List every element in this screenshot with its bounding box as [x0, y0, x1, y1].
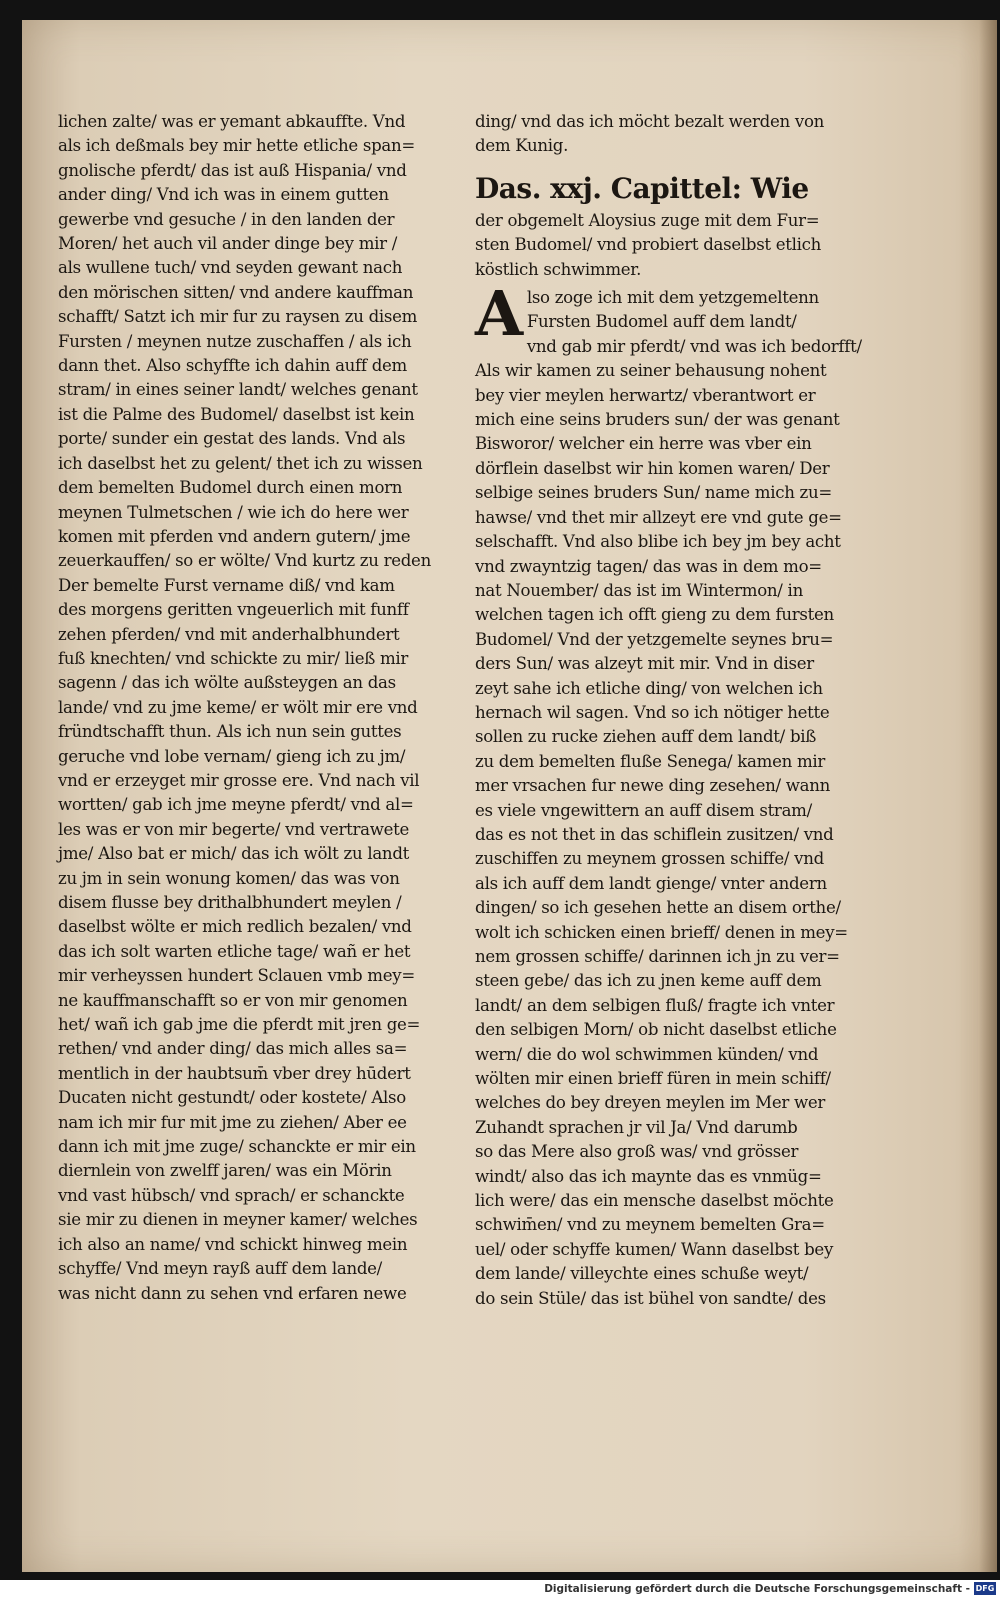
text-line: dem lande/ villeychte eines schuße weyt/ — [475, 1264, 809, 1284]
text-line: schwim̄en/ vnd zu meynem bemelten Gra= — [475, 1215, 825, 1235]
text-line: uel/ oder schyffe kumen/ Wann daselbst bey — [475, 1239, 834, 1259]
text-line: nem grossen schiffe/ darinnen ich jn zu ver= — [475, 947, 840, 966]
text-line: selschafft. Vnd also blibe ich bey jm bey acht — [475, 532, 841, 552]
text-line: dann thet. Also schyffte ich dahin auff dem — [58, 356, 407, 376]
text-line: windt/ also das ich maynte das es vnmüg= — [475, 1166, 822, 1186]
text-line: sagenn / das ich wölte außsteygen an das — [58, 673, 396, 693]
text-line: Moren/ het auch vil ander dinge bey mir / — [58, 234, 398, 254]
text-line: zehen pferden/ vnd mit anderhalbhundert — [58, 624, 400, 644]
text-line: Der bemelte Furst vername diß/ vnd kam — [58, 575, 395, 595]
text-line: wolt ich schicken einen brieff/ denen in mey= — [475, 922, 848, 942]
text-line: rethen/ vnd ander ding/ das mich alles sa= — [58, 1039, 408, 1059]
chapter-body — [475, 277, 865, 1311]
text-line: fründtschafft thun. Als ich nun sein guttes — [58, 722, 402, 742]
text-line: zeyt sahe ich etliche ding/ von welchen ich — [475, 678, 823, 698]
text-line: gnolische pferdt/ das ist auß Hispania/ vnd — [58, 160, 407, 180]
text-line: fuß knechten/ vnd schickte zu mir/ ließ mir — [58, 648, 409, 668]
text-line: wölten mir einen brieff füren in mein schiff/ — [475, 1069, 831, 1089]
text-line: schafft/ Satzt ich mir fur zu raysen zu disem — [58, 307, 418, 327]
text-line: als ich auff dem landt gienge/ vnter andern — [475, 873, 827, 893]
text-line: ding/ vnd das ich möcht bezalt werden von — [475, 112, 825, 131]
text-line: daselbst wölte er mich redlich bezalen/ vnd — [58, 917, 412, 937]
text-line: des morgens geritten vngeuerlich mit funff — [58, 600, 409, 620]
text-line: bey vier meylen herwartz/ vberantwort er — [475, 385, 816, 405]
text-line: den selbigen Morn/ ob nicht daselbst etliche — [475, 1020, 837, 1040]
text-line: hernach wil sagen. Vnd so ich nötiger hette — [475, 702, 830, 722]
text-line: dann ich mit jme zuge/ schanckte er mir ein — [58, 1137, 416, 1157]
text-line: komen mit pferden vnd andern gutern/ jme — [58, 526, 411, 546]
text-line: geruche vnd lobe vernam/ gieng ich zu jm/ — [58, 746, 406, 766]
text-line: vnd er erzeyget mir grosse ere. Vnd nach vil — [58, 770, 420, 790]
text-line: vnd zwayntzig tagen/ das was in dem mo= — [475, 556, 822, 576]
text-line: sollen zu rucke ziehen auff dem landt/ biß — [475, 727, 817, 747]
chapter-subheading — [475, 209, 865, 282]
text-line: mentlich in der haubtsum̄ vber drey hūdert — [58, 1063, 411, 1083]
text-line: steen gebe/ das ich zu jnen keme auff dem — [475, 971, 822, 991]
text-line: zuschiffen zu meynem grossen schiffe/ vnd — [475, 849, 824, 869]
chapter-body-lines — [475, 277, 865, 1311]
text-line: ist die Palme des Budomel/ daselbst ist kein — [58, 404, 415, 424]
text-line: Als wir kamen zu seiner behausung nohent — [475, 361, 827, 381]
text-line: landt/ an dem selbigen fluß/ fragte ich vnter — [475, 995, 835, 1015]
text-line: dingen/ so ich gesehen hette an disem orthe/ — [475, 898, 841, 918]
left-text-column — [58, 110, 448, 1306]
text-line: als ich deßmals bey mir hette etliche span= — [58, 136, 415, 156]
text-line: do sein Stüle/ das ist bühel von sandte/ des — [475, 1288, 826, 1308]
text-line: mich eine seins bruders sun/ der was genant — [475, 410, 840, 430]
text-line: Fursten Budomel auff dem landt/ — [526, 312, 797, 332]
text-line: Ducaten nicht gestundt/ oder kostete/ Also — [58, 1088, 406, 1108]
text-line: vnd vast hübsch/ vnd sprach/ er schanckte — [58, 1185, 405, 1205]
subheading-line: köstlich schwimmer. — [475, 259, 642, 279]
text-line: lich were/ das ein mensche daselbst möchte — [475, 1191, 834, 1211]
text-line: diernlein von zwelff jaren/ was ein Mörin — [58, 1161, 392, 1181]
text-line: stram/ in eines seiner landt/ welches genant — [58, 380, 418, 400]
page-gutter-shadow — [979, 20, 997, 1572]
text-line: welches do bey dreyen meylen im Mer wer — [475, 1093, 826, 1113]
subheading-line: sten Budomel/ vnd probiert daselbst etlich — [475, 235, 822, 255]
text-line: wortten/ gab ich jme meyne pferdt/ vnd al= — [58, 795, 414, 815]
text-line: jme/ Also bat er mich/ das ich wölt zu landt — [58, 844, 410, 864]
text-line: so das Mere also groß was/ vnd grösser — [475, 1142, 799, 1162]
text-line: das es not thet in das schiflein zusitzen/ vnd — [475, 824, 834, 844]
text-line: zu jm in sein wonung komen/ das was von — [58, 868, 400, 888]
text-line: dem bemelten Budomel durch einen morn — [58, 478, 403, 498]
dfg-credit: Digitalisierung gefördert durch die Deutsche Forschungsgemeinschaft - — [544, 1583, 970, 1595]
text-line: het/ wañ ich gab jme die pferdt mit jren ge= — [58, 1015, 421, 1035]
text-line: Budomel/ Vnd der yetzgemelte seynes bru= — [475, 629, 834, 649]
text-line: ich also an name/ vnd schickt hinweg mein — [58, 1234, 408, 1254]
right-text-column — [475, 110, 865, 1311]
text-line: als wullene tuch/ vnd seyden gewant nach — [58, 258, 403, 278]
text-line: Bisworor/ welcher ein herre was vber ein — [475, 434, 812, 454]
text-line: den mörischen sitten/ vnd andere kauffman — [58, 282, 414, 302]
text-line: lso zoge ich mit dem yetzgemeltenn — [526, 288, 819, 308]
text-line: das ich solt warten etliche tage/ wañ er het — [58, 941, 411, 961]
text-line: dem Kunig. — [475, 136, 569, 156]
text-line: zeuerkauffen/ so er wölte/ Vnd kurtz zu reden — [58, 551, 431, 571]
text-line: porte/ sunder ein gestat des lands. Vnd als — [58, 429, 406, 449]
text-line: nat Nouember/ das ist im Wintermon/ in — [475, 580, 803, 600]
text-line: selbige seines bruders Sun/ name mich zu= — [475, 483, 832, 503]
text-line: welchen tagen ich offt gieng zu dem fursten — [475, 605, 834, 625]
text-line: schyffe/ Vnd meyn rayß auff dem lande/ — [58, 1259, 382, 1279]
text-line: lichen zalte/ was er yemant abkauffte. Vnd — [58, 112, 406, 131]
text-line: dörflein daselbst wir hin komen waren/ Der — [475, 458, 830, 478]
right-column-top-lines — [475, 110, 865, 159]
text-line: les was er von mir begerte/ vnd vertrawete — [58, 819, 410, 839]
text-line: mer vrsachen fur newe ding zesehen/ wann — [475, 776, 831, 796]
text-line: nam ich mir fur mit jme zu ziehen/ Aber ee — [58, 1112, 407, 1132]
text-line: was nicht dann zu sehen vnd erfaren newe — [58, 1283, 407, 1303]
text-line: Zuhandt sprachen jr vil Ja/ Vnd darumb — [475, 1117, 798, 1137]
dfg-logo: DFG — [975, 1584, 995, 1593]
text-line: sie mir zu dienen in meyner kamer/ welches — [58, 1210, 418, 1230]
text-line: zu dem bemelten fluße Senega/ kamen mir — [475, 751, 826, 771]
text-line: meynen Tulmetschen / wie ich do here wer — [58, 502, 409, 522]
text-line: gewerbe vnd gesuche / in den landen der — [58, 209, 395, 229]
text-line: disem flusse bey drithalbhundert meylen / — [58, 893, 402, 912]
digitization-footer — [0, 1580, 1000, 1599]
text-line: ne kauffmanschafft so er von mir genomen — [58, 990, 408, 1010]
subheading-line: der obgemelt Aloysius zuge mit dem Fur= — [475, 210, 820, 230]
text-line: ander ding/ Vnd ich was in einem gutten — [58, 185, 389, 205]
text-line: hawse/ vnd thet mir allzeyt ere vnd gute ge= — [475, 507, 842, 527]
text-line: lande/ vnd zu jme keme/ er wölt mir ere vnd — [58, 697, 418, 717]
text-line: vnd gab mir pferdt/ vnd was ich bedorfft/ — [526, 336, 862, 356]
text-line: Fursten / meynen nutze zuschaffen / als ich — [58, 331, 412, 351]
text-line: es viele vngewittern an auff disem stram/ — [475, 800, 812, 820]
decorated-initial: A — [475, 277, 523, 351]
text-line: wern/ die do wol schwimmen künden/ vnd — [475, 1044, 819, 1064]
text-line: ders Sun/ was alzeyt mit mir. Vnd in diser — [475, 654, 814, 674]
text-line: ich daselbst het zu gelent/ thet ich zu wissen — [58, 453, 423, 473]
text-line: mir verheyssen hundert Sclauen vmb mey= — [58, 966, 415, 986]
chapter-heading: Das. xxj. Capittel: Wie — [475, 171, 809, 205]
